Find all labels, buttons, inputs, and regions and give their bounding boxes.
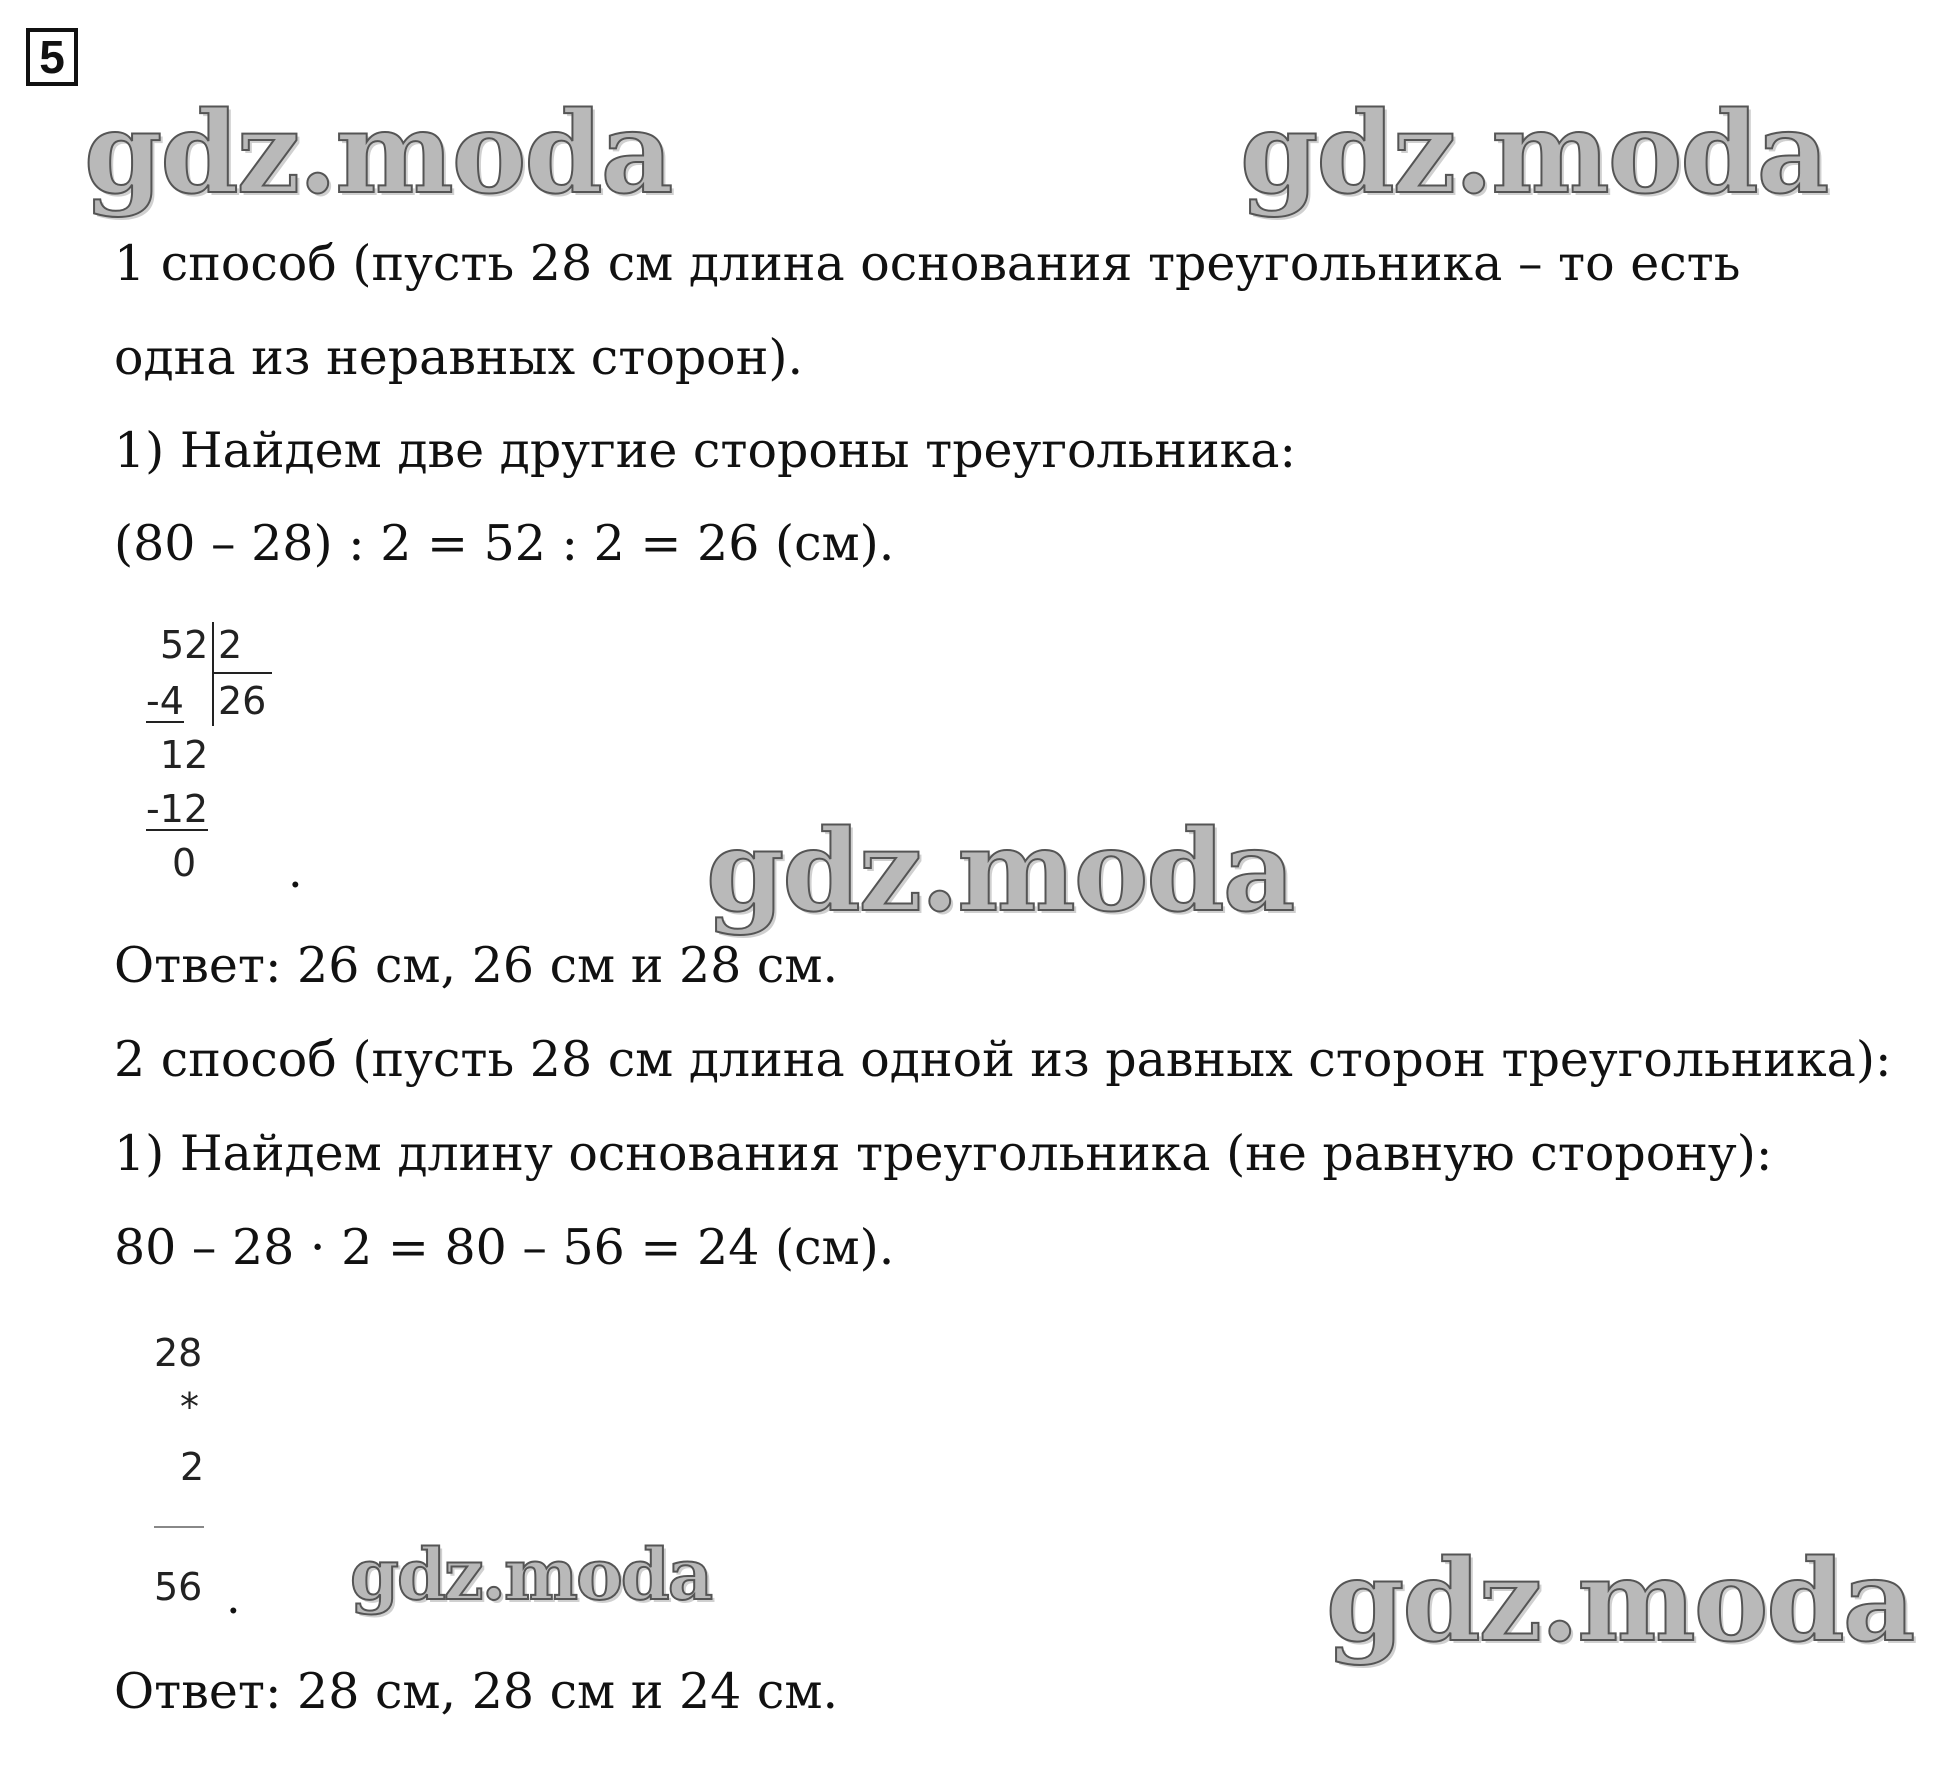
division-divisor: 2 <box>218 623 243 667</box>
division-vertical-bar <box>212 622 214 726</box>
method2-answer: Ответ: 28 см, 28 см и 24 см. <box>114 1663 839 1720</box>
long-division <box>140 620 290 885</box>
method1-expression: (80 – 28) : 2 = 52 : 2 = 26 (см). <box>114 515 895 572</box>
method1-answer: Ответ: 26 см, 26 см и 28 см. <box>114 937 839 994</box>
method2-expression: 80 – 28 · 2 = 80 – 56 = 24 (см). <box>114 1219 895 1276</box>
method1-intro-line2: одна из неравных сторон). <box>114 329 804 386</box>
division-quotient: 26 <box>218 679 267 723</box>
method2-intro: 2 способ (пусть 28 см длина одной из равных сторон треугольника): <box>114 1031 1892 1088</box>
division-dividend: 52 <box>160 623 209 667</box>
watermark-middle: gdz.moda <box>706 806 1294 937</box>
multiplication-sign: * <box>180 1385 199 1429</box>
watermark-bottom-right: gdz.moda <box>1326 1536 1914 1667</box>
watermark-top-right: gdz.moda <box>1240 88 1828 219</box>
column-multiplication <box>150 1330 250 1610</box>
task-number-box: 5 <box>26 28 78 86</box>
multiplication-product: 56 <box>154 1565 203 1609</box>
multiplication-factor-2: 2 <box>180 1445 205 1489</box>
multiplication-factor-1: 28 <box>154 1331 203 1375</box>
division-subtrahend-2: -12 <box>146 787 209 831</box>
method2-calc-dot: . <box>226 1570 241 1624</box>
method2-step1: 1) Найдем длину основания треугольника (не равную сторону): <box>114 1125 1773 1182</box>
division-subtrahend-1: -4 <box>146 679 184 723</box>
method1-step1: 1) Найдем две другие стороны треугольника: <box>114 422 1297 479</box>
division-horizontal-bar <box>212 672 272 674</box>
method1-intro-line1: 1 способ (пусть 28 см длина основания треугольника – то есть <box>114 235 1741 292</box>
multiplication-bar <box>154 1526 204 1528</box>
watermark-bottom-left: gdz.moda <box>350 1533 712 1616</box>
method1-calc-dot: . <box>288 844 303 898</box>
division-remainder-2: 0 <box>172 841 197 885</box>
watermark-top-left: gdz.moda <box>84 88 672 219</box>
division-remainder-1: 12 <box>160 733 209 777</box>
